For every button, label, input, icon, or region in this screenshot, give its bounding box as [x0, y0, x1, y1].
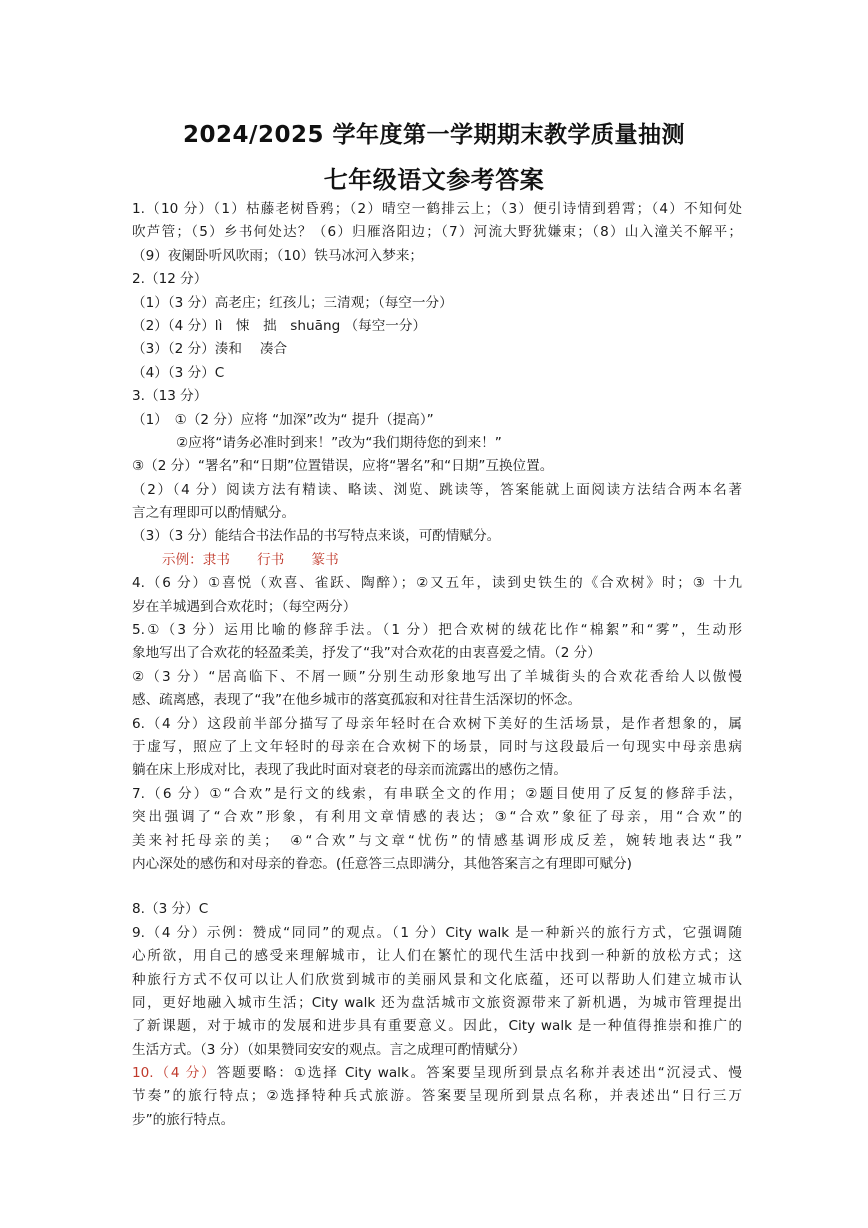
- answer-line: ③（2 分）“署名”和“日期”位置错误，应将“署名”和“日期”互换位置。: [132, 458, 554, 475]
- answer-line: （3）（2 分）湊和 凑合: [132, 341, 288, 358]
- question-10-label: 10.（4 分）: [132, 1065, 217, 1082]
- answer-line: 3.（13 分）: [132, 388, 208, 405]
- answer-content: [132, 198, 742, 1132]
- answer-line: 了新课题，对于城市的发展和进步具有重要意义。因此，City walk 是一种值得推崇和推广的: [132, 1018, 742, 1035]
- answer-line: 2.（12 分）: [132, 271, 208, 288]
- answer-line: 5.①（3 分）运用比喻的修辞手法。（1 分）把合欢树的绒花比作“棉絮”和“雾”，生动形: [132, 622, 742, 639]
- answer-line: 美来衬托母亲的美； ④“合欢”与文章“忧伤”的情感基调形成反差，婉转地表达“我”: [132, 832, 742, 849]
- answer-line: （1） ①（2 分）应将 “加深”改为“ 提升（提高）”: [132, 411, 434, 428]
- answer-line: 躺在床上形成对比，表现了我此时面对衰老的母亲而流露出的感伤之情。: [132, 762, 567, 779]
- answer-line: ②应将“请务必准时到来！”改为“我们期待您的到来！”: [176, 434, 502, 451]
- answer-line: （3）（3 分）能结合书法作品的书写特点来谈，可酌情赋分。: [132, 528, 501, 545]
- answer-line: 9.（4 分）示例：赞成“同同”的观点。（1 分）City walk 是一种新兴的旅行方式，它强调随: [132, 924, 742, 941]
- answer-line: 感、疏离感，表现了“我”在他乡城市的落寞孤寂和对往昔生活深切的怀念。: [132, 692, 582, 709]
- spacer: [132, 876, 742, 898]
- answer-line: 心所欲，用自己的感受来理解城市，让人们在繁忙的现代生活中找到一种新的放松方式；这: [132, 948, 742, 965]
- answer-line: （9）夜阑卧听风吹雨；（10）铁马冰河入梦来；: [132, 247, 424, 264]
- answer-line: 步”的旅行特点。: [132, 1111, 235, 1128]
- answer-line: （2）（4 分）阅读方法有精读、略读、浏览、跳读等，答案能就上面阅读方法结合两本名著: [132, 481, 742, 498]
- question-10-text: 答题要略：①选择 City walk。答案要呈现所到景点名称并表述出“沉浸式、慢: [216, 1065, 742, 1082]
- answer-line: （1）（3 分）高老庄；红孩儿；三清观；（每空一分）: [132, 294, 453, 311]
- answer-example-line: 示例：隶书 行书 篆书: [162, 551, 339, 568]
- answer-line: （2）（4 分）lì 悚 拙 shuāng （每空一分）: [132, 317, 427, 334]
- answer-line: 1.（10 分）（1）枯藤老树昏鸦；（2）晴空一鹤排云上；（3）便引诗情到碧霄；（4）不知何处: [132, 201, 742, 217]
- answer-line: 7.（6 分）①“合欢”是行文的线索，有串联全文的作用；②题目使用了反复的修辞手法，: [132, 785, 742, 802]
- answer-line: [132, 1062, 742, 1085]
- answer-line: 吹芦管；（5）乡书何处达？（6）归雁洛阳边；（7）河流大野犹嫌束；（8）山入潼关不解平；: [132, 224, 742, 241]
- document-subtitle: 七年级语文参考答案: [323, 166, 545, 194]
- answer-line: 于虚写，照应了上文年轻时的母亲在合欢树下的场景，同时与这段最后一句现实中母亲患病: [132, 738, 742, 755]
- answer-line: 6.（4 分）这段前半部分描写了母亲年轻时在合欢树下美好的生活场景，是作者想象的，属: [132, 715, 742, 732]
- answer-line: 种旅行方式不仅可以让人们欣赏到城市的美丽风景和文化底蕴，还可以帮助人们建立城市认: [132, 971, 742, 988]
- answer-line: 4.（6 分）①喜悦（欢喜、雀跃、陶醉）；②又五年，读到史铁生的《合欢树》时；③ 十九: [132, 575, 742, 592]
- answer-line: 同，更好地融入城市生活；City walk 还为盘活城市文旅资源带来了新机遇，为城市管理提出: [132, 994, 742, 1011]
- answer-line: 生活方式。（3 分）（如果赞同安安的观点。言之成理可酌情赋分）: [132, 1041, 526, 1058]
- answer-line: （4）（3 分）C: [132, 364, 225, 381]
- answer-line: 内心深处的感伤和对母亲的眷恋。(任意答三点即满分，其他答案言之有理即可赋分): [132, 855, 632, 872]
- answer-line: 象地写出了合欢花的轻盈柔美，抒发了“我”对合欢花的由衷喜爱之情。（2 分）: [132, 645, 601, 662]
- answer-line: 节奏”的旅行特点；②选择特种兵式旅游。答案要呈现所到景点名称，并表述出“日行三万: [132, 1088, 742, 1105]
- answer-line: 8.（3 分）C: [132, 901, 209, 918]
- answer-line: 言之有理即可以酌情赋分。: [132, 505, 296, 522]
- answer-line: 突出强调了“合欢”形象，有利用文章情感的表达；③“合欢”象征了母亲，用“合欢”的: [132, 809, 742, 826]
- answer-line: 岁在羊城遇到合欢花时；（每空两分）: [132, 598, 357, 615]
- answer-line: ②（3 分）“居高临下、不屑一顾”分别生动形象地写出了羊城街头的合欢花香给人以傲慢: [132, 668, 742, 685]
- document-title: 2024/2025 学年度第一学期期末教学质量抽测: [183, 122, 685, 148]
